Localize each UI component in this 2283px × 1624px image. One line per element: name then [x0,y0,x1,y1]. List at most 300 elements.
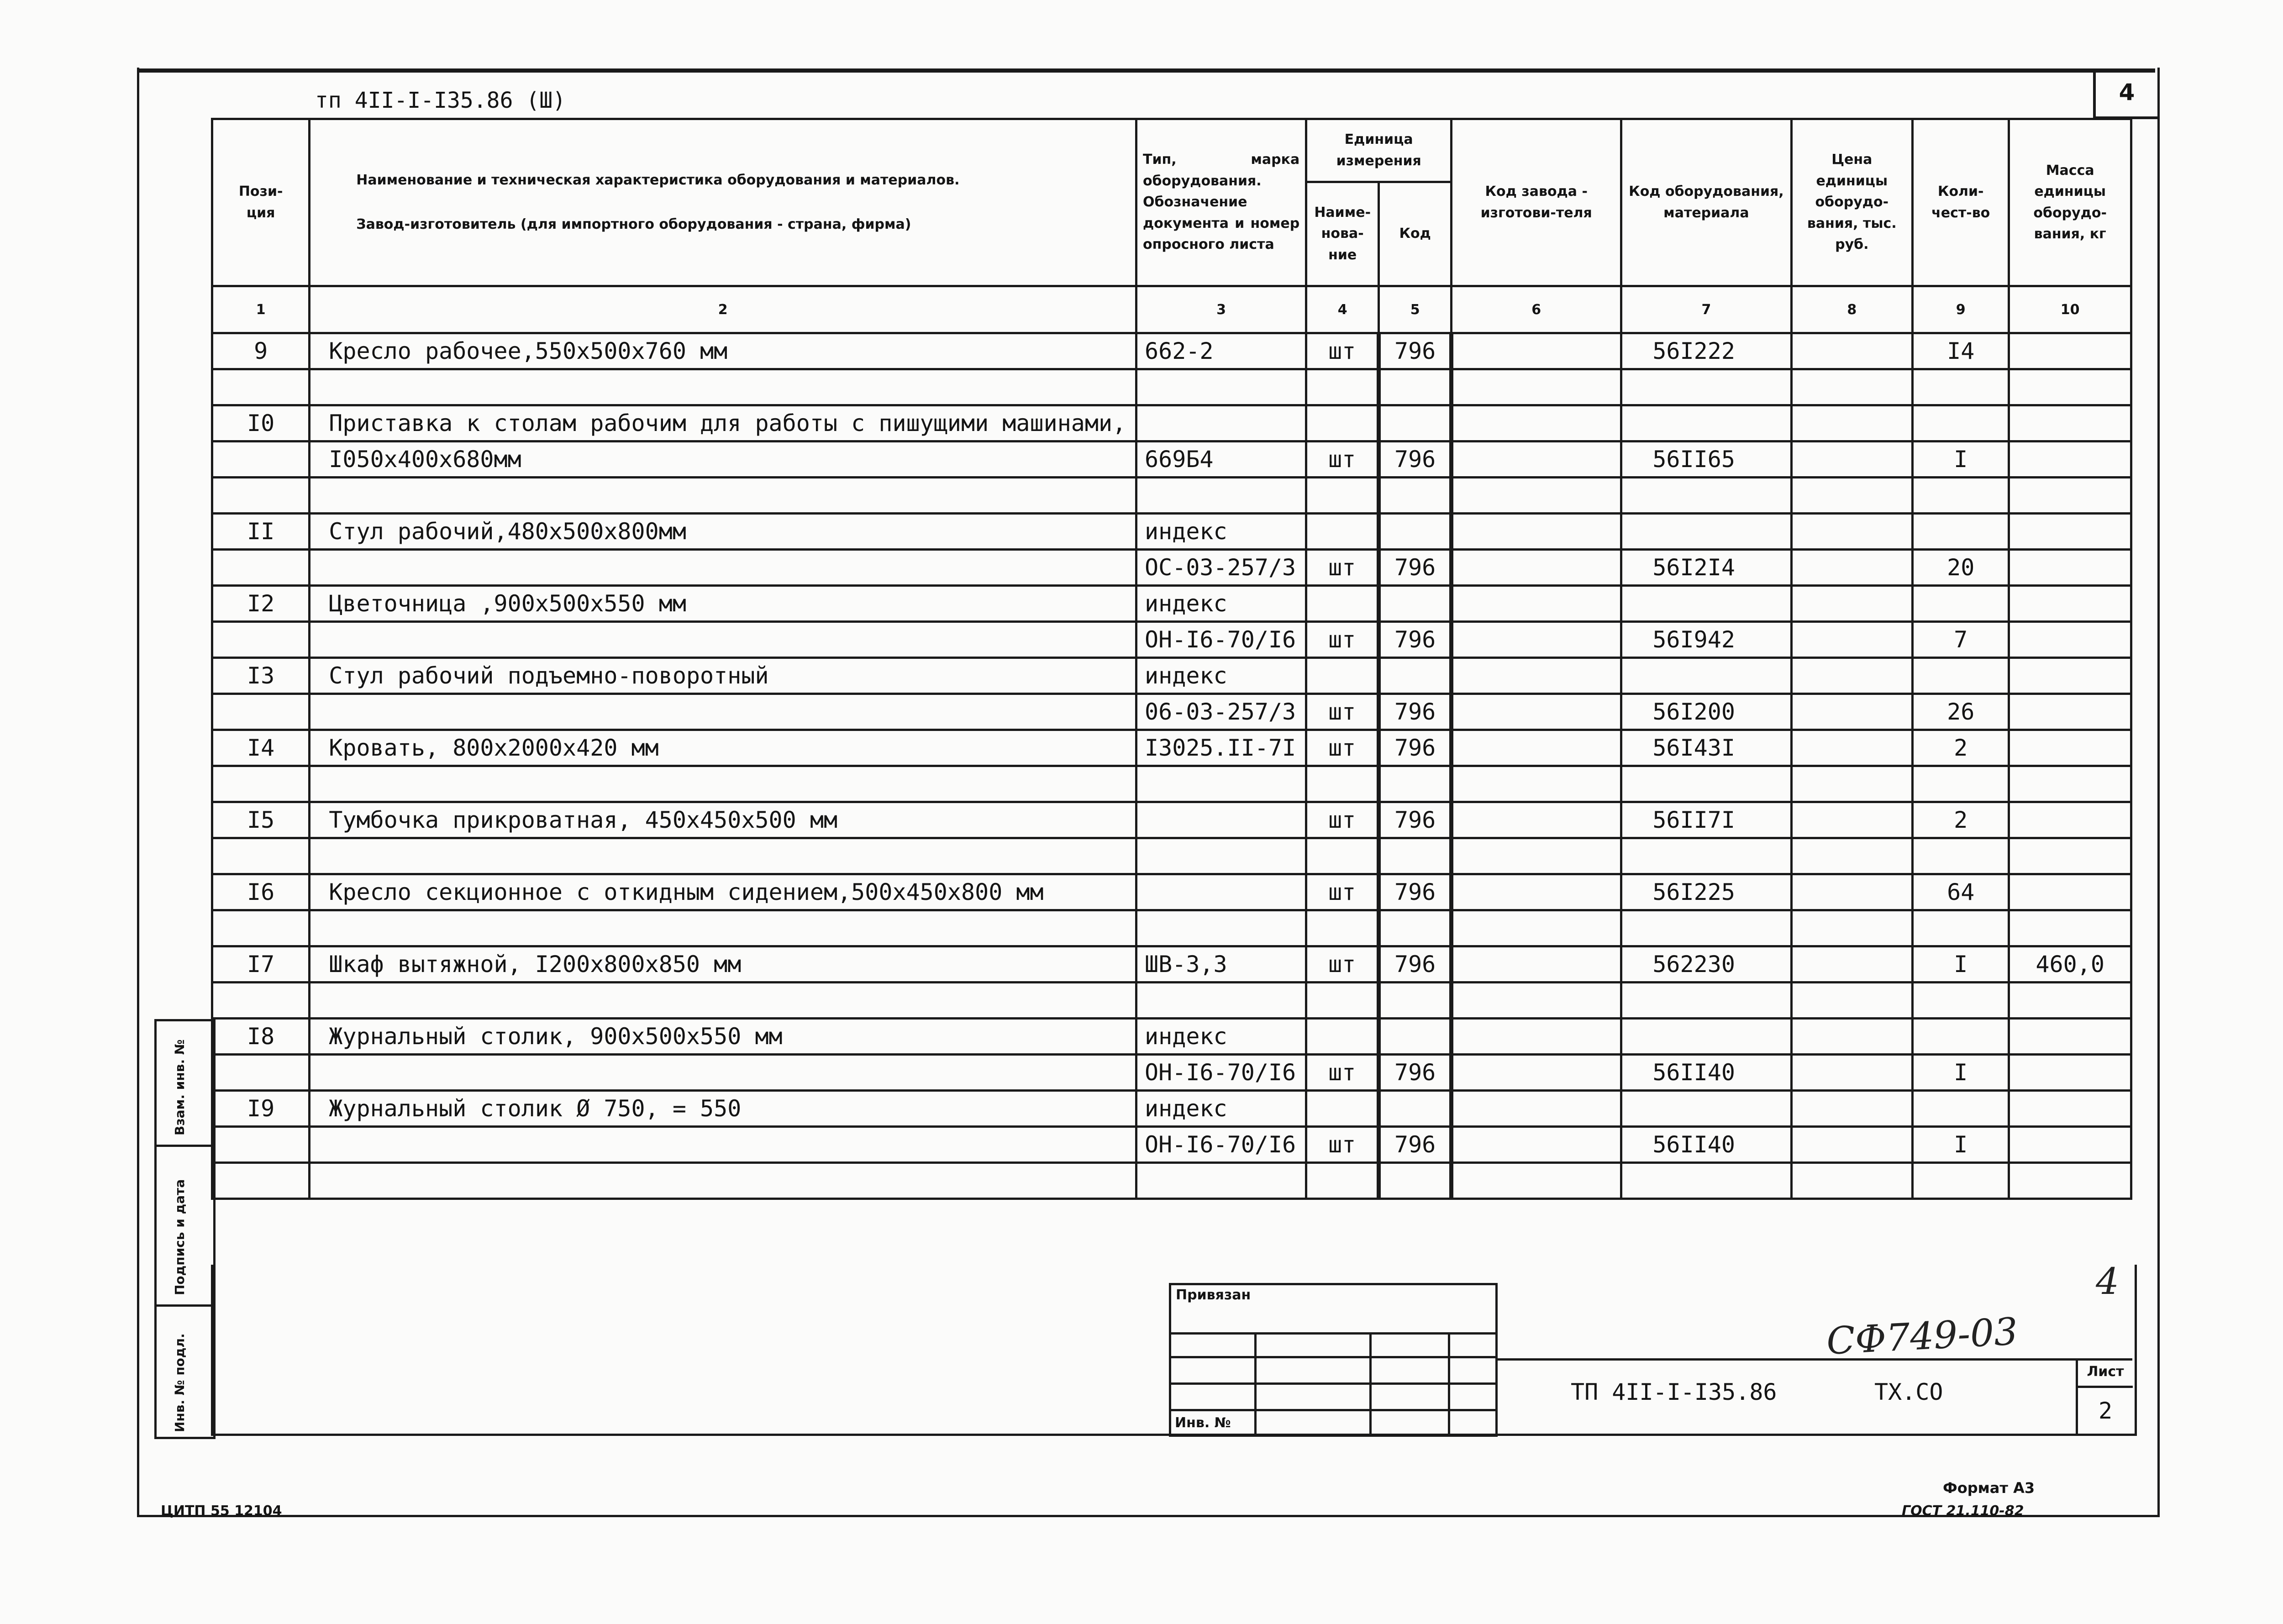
table-row [212,983,2131,1019]
cell-unit [1306,910,1379,946]
table-row [212,586,2131,622]
cell-code [1379,1019,1452,1055]
cell-qty [1913,586,2009,622]
cell-pos [212,1055,310,1091]
col-num-1: 1 [212,286,310,333]
cell-pos [212,550,310,586]
header-qty: Коли-чест-во [1913,119,2009,286]
cell-code [1379,983,1452,1019]
specification-table [211,118,2132,1200]
sheet-number: 2 [2098,1398,2113,1424]
side-label-replace-inv: Взам. инв. № [172,1039,187,1135]
cell-equip [1621,586,1791,622]
cell-code: 796 [1379,1055,1452,1091]
cell-code [1379,658,1452,694]
cell-plant [1452,838,1621,874]
header-unit-name: Наиме-нова-ние [1306,182,1379,286]
table-row [212,946,2131,983]
header-name [310,119,1136,286]
cell-type [1136,1163,1306,1199]
cell-pos [212,369,310,405]
cell-price [1791,478,1913,514]
cell-name [310,1163,1136,1199]
cell-name: Кресло секционное с откидным сидением,500х450х800 мм [310,874,1136,910]
cell-unit: шт [1306,874,1379,910]
cell-plant [1452,802,1621,838]
cell-pos [212,910,310,946]
cell-name [310,1055,1136,1091]
cell-pos [212,478,310,514]
cell-code: 796 [1379,550,1452,586]
table-row [212,622,2131,658]
cell-unit [1306,838,1379,874]
cell-type [1136,405,1306,441]
cell-qty [1913,910,2009,946]
cell-pos [212,694,310,730]
cell-mass [2009,441,2131,478]
cell-equip [1621,910,1791,946]
cell-plant [1452,983,1621,1019]
cell-mass [2009,1163,2131,1199]
cell-qty [1913,514,2009,550]
cell-name: Шкаф вытяжной, I200х800х850 мм [310,946,1136,983]
table-row [212,1127,2131,1163]
cell-plant [1452,550,1621,586]
cell-plant [1452,910,1621,946]
cell-qty [1913,983,2009,1019]
cell-mass [2009,874,2131,910]
cell-plant [1452,874,1621,910]
footer-left: ЦИТП 55 12104 [161,1503,282,1519]
cell-code: 796 [1379,802,1452,838]
cell-type: ОН-I6-70/I6 [1136,1055,1306,1091]
cell-pos: I9 [212,1091,310,1127]
cell-equip [1621,766,1791,802]
cell-mass [2009,622,2131,658]
cell-plant [1452,658,1621,694]
cell-price [1791,369,1913,405]
cell-name: Кровать, 800х2000х420 мм [310,730,1136,766]
cell-pos: 9 [212,333,310,369]
cell-unit [1306,586,1379,622]
cell-plant [1452,514,1621,550]
col-num-10: 10 [2009,286,2131,333]
cell-name: Кресло рабочее,550х500х760 мм [310,333,1136,369]
sheet-cell [2076,1358,2133,1435]
cell-mass [2009,694,2131,730]
cell-price [1791,514,1913,550]
col-num-9: 9 [1913,286,2009,333]
cell-plant [1452,946,1621,983]
table-row [212,478,2131,514]
cell-equip [1621,1091,1791,1127]
cell-name [310,622,1136,658]
cell-mass [2009,1091,2131,1127]
header-type: Тип, марка оборудования. Обозначение документа и номер опросного листа [1136,119,1306,286]
cell-price [1791,1091,1913,1127]
cell-qty [1913,405,2009,441]
cell-code [1379,586,1452,622]
col-num-8: 8 [1791,286,1913,333]
cell-equip: 56I942 [1621,622,1791,658]
cell-unit [1306,369,1379,405]
table-row [212,730,2131,766]
cell-name: I050х400х680мм [310,441,1136,478]
cell-price [1791,910,1913,946]
table-row [212,1055,2131,1091]
cell-plant [1452,441,1621,478]
cell-name [310,478,1136,514]
cell-code: 796 [1379,622,1452,658]
cell-equip [1621,478,1791,514]
cell-pos: I6 [212,874,310,910]
cell-code: 796 [1379,1127,1452,1163]
cell-plant [1452,1091,1621,1127]
table-row [212,514,2131,550]
cell-equip [1621,838,1791,874]
cell-mass [2009,586,2131,622]
side-label-signature: Подпись и дата [172,1179,187,1295]
cell-qty: 20 [1913,550,2009,586]
cell-unit: шт [1306,730,1379,766]
cell-equip [1621,369,1791,405]
cell-type: индекс [1136,1091,1306,1127]
cell-equip: 56II7I [1621,802,1791,838]
header-name-line2: Завод-изготовитель (для импортного оборудования - страна, фирма) [356,216,911,232]
cell-equip: 56I222 [1621,333,1791,369]
cell-qty [1913,658,2009,694]
header-price: Цена единицы оборудо-вания, тыс. руб. [1791,119,1913,286]
cell-price [1791,838,1913,874]
cell-qty: 64 [1913,874,2009,910]
cell-plant [1452,766,1621,802]
cell-pos: I3 [212,658,310,694]
cell-code [1379,1163,1452,1199]
cell-unit: шт [1306,694,1379,730]
cell-price [1791,730,1913,766]
cell-mass [2009,514,2131,550]
cell-price [1791,622,1913,658]
cell-qty: I [1913,441,2009,478]
cell-unit [1306,766,1379,802]
cell-unit [1306,1091,1379,1127]
cell-type: ОН-I6-70/I6 [1136,622,1306,658]
cell-pos: I2 [212,586,310,622]
table-row [212,369,2131,405]
cell-mass [2009,802,2131,838]
cell-pos: I8 [212,1019,310,1055]
cell-name [310,694,1136,730]
cell-type: 669Б4 [1136,441,1306,478]
cell-plant [1452,730,1621,766]
table-row [212,766,2131,802]
cell-mass [2009,838,2131,874]
cell-qty: I [1913,946,2009,983]
cell-equip [1621,983,1791,1019]
cell-code [1379,766,1452,802]
cell-name: Тумбочка прикроватная, 450х450х500 мм [310,802,1136,838]
cell-qty [1913,478,2009,514]
table-row [212,874,2131,910]
cell-qty: I [1913,1127,2009,1163]
attached-label: Привязан [1170,1284,1497,1334]
cell-name [310,910,1136,946]
cell-type: ШВ-3,3 [1136,946,1306,983]
cell-plant [1452,1163,1621,1199]
cell-price [1791,586,1913,622]
cell-type [1136,910,1306,946]
cell-code [1379,910,1452,946]
cell-type: индекс [1136,658,1306,694]
cell-mass [2009,369,2131,405]
cell-pos [212,766,310,802]
cell-unit: шт [1306,946,1379,983]
cell-type: I3025.II-7I [1136,730,1306,766]
table-row [212,838,2131,874]
cell-price [1791,1055,1913,1091]
cell-unit [1306,405,1379,441]
doc-code: ТП 4II-I-I35.86 [1571,1379,1777,1405]
table-row [212,550,2131,586]
cell-pos: II [212,514,310,550]
cell-mass [2009,730,2131,766]
cell-price [1791,983,1913,1019]
table-row [212,1019,2131,1055]
cell-equip: 56II40 [1621,1055,1791,1091]
cell-name [310,550,1136,586]
side-label-inv-orig: Инв. № подл. [172,1333,187,1432]
cell-qty [1913,1163,2009,1199]
cell-type: индекс [1136,514,1306,550]
side-strip [154,1019,216,1439]
cell-equip [1621,658,1791,694]
cell-type: ОС-03-257/3 [1136,550,1306,586]
cell-mass [2009,910,2131,946]
table-row [212,1091,2131,1127]
cell-name: Приставка к столам рабочим для работы с пишущими машинами, [310,405,1136,441]
cell-name [310,1127,1136,1163]
cell-code: 796 [1379,730,1452,766]
cell-qty [1913,766,2009,802]
cell-unit [1306,514,1379,550]
cell-unit [1306,478,1379,514]
table-row [212,333,2131,369]
doc-mark: ТХ.СО [1874,1379,1943,1405]
cell-code [1379,405,1452,441]
cell-price [1791,694,1913,730]
header-name-line1: Наименование и техническая характеристика оборудования и материалов. [356,172,960,188]
header-unit-code: Код [1379,182,1452,286]
cell-equip [1621,405,1791,441]
cell-type [1136,802,1306,838]
project-code: тп 4II-I-I35.86 (Ш) [315,88,566,113]
cell-equip [1621,514,1791,550]
cell-qty [1913,1019,2009,1055]
cell-qty: 7 [1913,622,2009,658]
cell-plant [1452,1055,1621,1091]
cell-plant [1452,1127,1621,1163]
cell-pos: I4 [212,730,310,766]
cell-price [1791,766,1913,802]
cell-code: 796 [1379,333,1452,369]
col-num-5: 5 [1379,286,1452,333]
cell-code [1379,369,1452,405]
handwritten-page: 4 [2096,1260,2119,1303]
cell-unit [1306,983,1379,1019]
cell-equip [1621,1163,1791,1199]
column-number-row [212,286,2131,333]
cell-mass [2009,658,2131,694]
table-row [212,405,2131,441]
format-label: Формат А3 [1943,1479,2035,1497]
cell-pos [212,441,310,478]
cell-unit: шт [1306,441,1379,478]
cell-qty: 2 [1913,802,2009,838]
cell-price [1791,441,1913,478]
table-row [212,910,2131,946]
cell-pos [212,983,310,1019]
col-num-3: 3 [1136,286,1306,333]
cell-price [1791,802,1913,838]
cell-equip: 56I43I [1621,730,1791,766]
cell-code [1379,514,1452,550]
title-block-top-line [1498,1358,2132,1361]
cell-pos: I7 [212,946,310,983]
cell-type [1136,369,1306,405]
cell-pos [212,1127,310,1163]
cell-mass [2009,766,2131,802]
header-equip-code: Код оборудования, материала [1621,119,1791,286]
cell-type: 06-03-257/3 [1136,694,1306,730]
cell-type [1136,838,1306,874]
cell-qty: I [1913,1055,2009,1091]
cell-plant [1452,478,1621,514]
cell-unit: шт [1306,1127,1379,1163]
handwritten-number: СФ749-03 [1825,1310,2019,1363]
cell-price [1791,550,1913,586]
cell-plant [1452,405,1621,441]
cell-unit [1306,1163,1379,1199]
cell-mass [2009,333,2131,369]
cell-equip: 56II65 [1621,441,1791,478]
cell-qty: 2 [1913,730,2009,766]
cell-equip: 562230 [1621,946,1791,983]
cell-mass: 460,0 [2009,946,2131,983]
cell-name: Цветочница ,900х500х550 мм [310,586,1136,622]
cell-name: Стул рабочий,480х500х800мм [310,514,1136,550]
cell-type [1136,478,1306,514]
cell-type [1136,983,1306,1019]
cell-pos: I5 [212,802,310,838]
cell-pos [212,622,310,658]
cell-pos [212,1163,310,1199]
cell-unit [1306,1019,1379,1055]
cell-name [310,838,1136,874]
cell-plant [1452,1019,1621,1055]
cell-price [1791,658,1913,694]
cell-name [310,369,1136,405]
cell-unit: шт [1306,802,1379,838]
cell-type [1136,874,1306,910]
cell-mass [2009,405,2131,441]
cell-code: 796 [1379,441,1452,478]
cell-type: 662-2 [1136,333,1306,369]
sheet-label: Лист [2078,1358,2133,1388]
col-num-4: 4 [1306,286,1379,333]
cell-price [1791,1019,1913,1055]
cell-price [1791,333,1913,369]
cell-unit: шт [1306,1055,1379,1091]
cell-unit: шт [1306,622,1379,658]
header-unit-group: Единица измерения [1306,119,1452,182]
cell-mass [2009,983,2131,1019]
cell-mass [2009,1127,2131,1163]
cell-name: Журнальный столик Ø 750, = 550 [310,1091,1136,1127]
cell-mass [2009,550,2131,586]
page-number: 4 [2093,68,2158,119]
cell-price [1791,405,1913,441]
cell-plant [1452,694,1621,730]
cell-plant [1452,622,1621,658]
header-plant-code: Код завода - изготови-теля [1452,119,1621,286]
cell-pos: I0 [212,405,310,441]
cell-name [310,766,1136,802]
cell-price [1791,1127,1913,1163]
attached-stamp [1169,1283,1498,1437]
table-row [212,802,2131,838]
cell-type [1136,766,1306,802]
cell-qty: 26 [1913,694,2009,730]
col-num-7: 7 [1621,286,1791,333]
cell-code [1379,838,1452,874]
cell-name: Журнальный столик, 900х500х550 мм [310,1019,1136,1055]
inv-label: Инв. № [1170,1410,1256,1436]
cell-type: индекс [1136,1019,1306,1055]
cell-plant [1452,333,1621,369]
table-row [212,694,2131,730]
cell-type: ОН-I6-70/I6 [1136,1127,1306,1163]
cell-price [1791,874,1913,910]
cell-unit: шт [1306,333,1379,369]
cell-price [1791,946,1913,983]
cell-qty [1913,369,2009,405]
cell-mass [2009,1019,2131,1055]
cell-name [310,983,1136,1019]
cell-qty [1913,1091,2009,1127]
cell-unit [1306,658,1379,694]
cell-mass [2009,478,2131,514]
header-pos: Пози- ция [212,119,310,286]
cell-price [1791,1163,1913,1199]
table-row [212,1163,2131,1199]
cell-code: 796 [1379,694,1452,730]
cell-unit: шт [1306,550,1379,586]
cell-mass [2009,1055,2131,1091]
header-mass: Масса единицы оборудо-вания, кг [2009,119,2131,286]
table-row [212,441,2131,478]
cell-equip [1621,1019,1791,1055]
cell-qty [1913,838,2009,874]
cell-pos [212,838,310,874]
cell-equip: 56II40 [1621,1127,1791,1163]
cell-plant [1452,369,1621,405]
footer-right: ГОСТ 21.110-82 [1902,1503,2024,1519]
col-num-2: 2 [310,286,1136,333]
cell-code: 796 [1379,874,1452,910]
cell-equip: 56I2I4 [1621,550,1791,586]
cell-name: Стул рабочий подъемно-поворотный [310,658,1136,694]
cell-equip: 56I200 [1621,694,1791,730]
